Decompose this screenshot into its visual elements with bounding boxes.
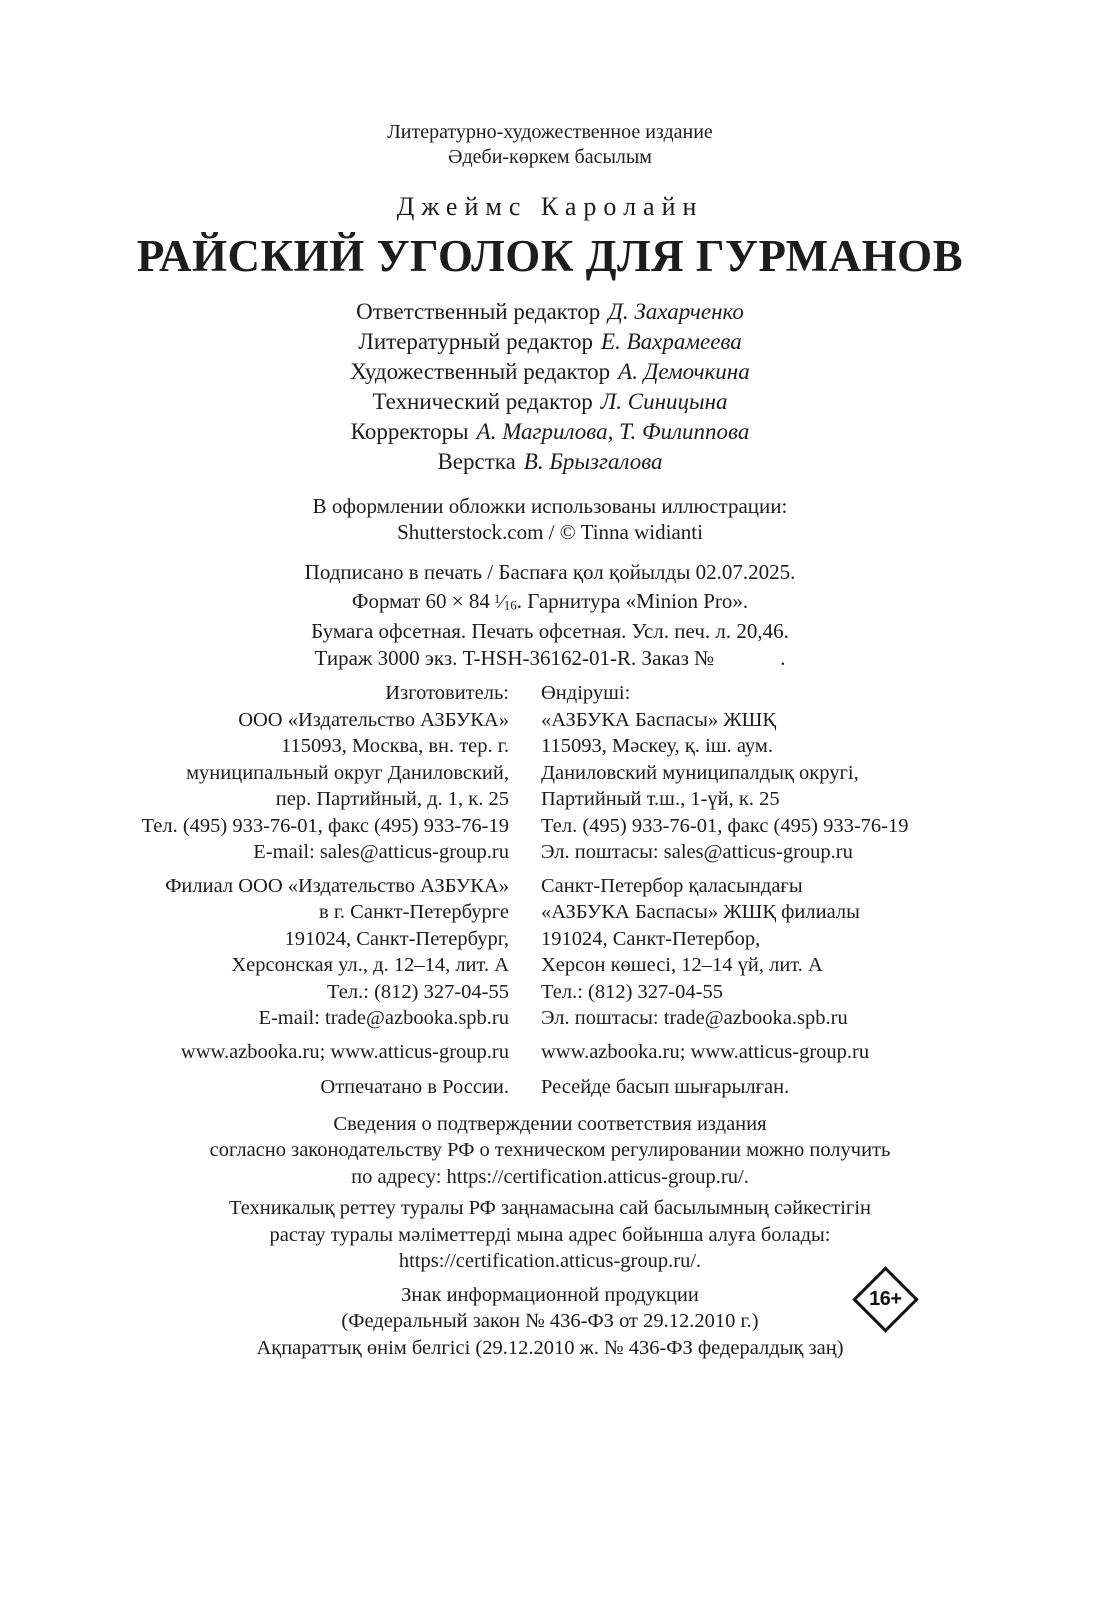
certification-ru-line: по адресу: https://certification.atticus-group.ru/. xyxy=(351,1165,749,1188)
staff-row xyxy=(4,327,1096,357)
staff-list xyxy=(4,297,1096,477)
address-line: Партийный т.ш., 1-үй, к. 25 xyxy=(541,788,780,811)
book-title: РАЙСКИЙ УГОЛОК ДЛЯ ГУРМАНОВ xyxy=(136,231,964,281)
address-line: Даниловский муниципалдық округі, xyxy=(541,761,859,784)
info-sign-line: (Федеральный закон № 436-ФЗ от 29.12.2010 г.) xyxy=(341,1310,759,1333)
publisher-column-kz xyxy=(541,680,996,1101)
print-paper-line: Бумага офсетная. Печать офсетная. Усл. печ. л. 20,46. xyxy=(311,619,789,644)
staff-person: Л. Синицына xyxy=(600,389,728,414)
cover-credit-line: В оформлении обложки использованы иллюстрации: xyxy=(312,494,788,518)
address-line: 115093, Мәскеу, қ. іш. аум. xyxy=(541,735,773,758)
address-line: 191024, Санкт-Петербор, xyxy=(541,927,761,950)
staff-role: Технический редактор xyxy=(372,389,593,414)
publisher-columns xyxy=(4,680,1096,1101)
edition-type-ru: Литературно-художественное издание xyxy=(387,121,713,143)
branch-ru-block xyxy=(104,873,509,1032)
address-line: в г. Санкт-Петербурге xyxy=(319,901,509,924)
author-name: Джеймс Каролайн xyxy=(396,192,704,221)
address-line: муниципальный округ Даниловский, xyxy=(186,761,509,784)
certification-kz-line: https://certification.atticus-group.ru/. xyxy=(398,1250,702,1273)
address-line: Херсон көшесі, 12–14 үй, лит. А xyxy=(541,954,823,977)
certification-ru-block xyxy=(4,1111,1096,1191)
order-suffix: . xyxy=(780,645,786,670)
address-line: Филиал ООО «Издательство АЗБУКА» xyxy=(165,874,509,897)
info-sign-line: Знак информационной продукции xyxy=(401,1283,699,1306)
print-signed-line: Подписано в печать / Баспаға қол қойылды 02.07.2025. xyxy=(304,560,796,584)
staff-person: А. Демочкина xyxy=(618,359,750,384)
websites-ru-line: www.azbooka.ru; www.atticus-group.ru xyxy=(180,1040,509,1063)
address-line: Эл. поштасы: sales@atticus-group.ru xyxy=(541,841,853,864)
cover-credit-source: Shutterstock.com / © Tinna widianti xyxy=(397,520,703,544)
certification-kz-line: растау туралы мәліметтерді мына адрес бойынша алуға болады: xyxy=(269,1223,831,1246)
format-fraction-numerator: 1 xyxy=(493,590,501,606)
staff-row xyxy=(4,417,1096,447)
address-line: Эл. поштасы: trade@azbooka.spb.ru xyxy=(541,1007,848,1030)
address-line: пер. Партийный, д. 1, к. 25 xyxy=(275,788,509,811)
certification-ru-line: Сведения о подтверждении соответствия издания xyxy=(333,1112,767,1135)
address-line: ООО «Издательство АЗБУКА» xyxy=(238,708,509,731)
format-suffix: . Гарнитура «Minion Pro». xyxy=(516,588,749,613)
print-order-line xyxy=(4,645,1096,672)
staff-row xyxy=(4,357,1096,387)
address-line: «АЗБУКА Баспасы» ЖШҚ филиалы xyxy=(541,901,860,924)
print-format-line xyxy=(4,586,1096,619)
manufacturer-ru-block xyxy=(104,680,509,866)
certification-ru-line: согласно законодательству РФ о техническом регулировании можно получить xyxy=(209,1139,891,1162)
address-line: E-mail: sales@atticus-group.ru xyxy=(253,841,509,864)
staff-role: Ответственный редактор xyxy=(356,299,601,324)
address-line: Өндіруші: xyxy=(541,682,631,705)
staff-role: Художественный редактор xyxy=(350,359,611,384)
address-line: Тел.: (812) 327-04-55 xyxy=(541,980,723,1003)
order-prefix: Тираж 3000 экз. T-HSH-36162-01-R. Заказ № xyxy=(314,645,715,670)
staff-row xyxy=(4,387,1096,417)
info-sign-line: Ақпараттық өнім белгісі (29.12.2010 ж. № 436-ФЗ федералдық заң) xyxy=(256,1336,844,1359)
address-line: Тел. (495) 933-76-01, факс (495) 933-76-19 xyxy=(141,814,509,837)
info-product-sign-block xyxy=(4,1282,1096,1362)
age-rating-text: 16+ xyxy=(869,1288,902,1310)
staff-row xyxy=(4,297,1096,327)
staff-person: Е. Вахрамеева xyxy=(601,329,742,354)
edition-type xyxy=(4,0,1096,170)
branch-kz-block xyxy=(541,873,996,1032)
address-line: 191024, Санкт-Петербург, xyxy=(284,927,509,950)
printed-in-kz: Ресейде басып шығарылған. xyxy=(541,1076,790,1099)
address-line: Тел.: (812) 327-04-55 xyxy=(327,980,509,1003)
address-line: Санкт-Петербор қаласындағы xyxy=(541,874,803,897)
address-line: Изготовитель: xyxy=(385,682,509,705)
staff-row xyxy=(4,447,1096,477)
format-fraction-denominator: 16 xyxy=(503,596,517,612)
address-line: 115093, Москва, вн. тер. г. xyxy=(281,735,509,758)
staff-person: В. Брызгалова xyxy=(523,449,663,474)
certification-kz-line: Техникалық реттеу туралы РФ заңнамасына сай басылымның сәйкестігін xyxy=(228,1197,872,1220)
staff-role: Верстка xyxy=(437,449,516,474)
cover-credit xyxy=(4,493,1096,545)
edition-type-kz: Әдеби-көркем басылым xyxy=(448,146,652,168)
staff-role: Литературный редактор xyxy=(358,329,594,354)
address-line: Тел. (495) 933-76-01, факс (495) 933-76-19 xyxy=(541,814,909,837)
websites-kz-line: www.azbooka.ru; www.atticus-group.ru xyxy=(541,1040,870,1063)
print-info xyxy=(4,559,1096,671)
format-prefix: Формат 60 × 84 xyxy=(351,588,490,613)
publisher-column-ru xyxy=(104,680,509,1101)
manufacturer-kz-block xyxy=(541,680,996,866)
staff-person: Д. Захарченко xyxy=(608,299,744,324)
address-line: E-mail: trade@azbooka.spb.ru xyxy=(258,1007,509,1030)
staff-role: Корректоры xyxy=(350,419,469,444)
staff-person: А. Магрилова, Т. Филиппова xyxy=(476,419,750,444)
format-fraction-slash: ⁄ xyxy=(500,590,504,613)
address-line: «АЗБУКА Баспасы» ЖШҚ xyxy=(541,708,776,731)
certification-kz-block xyxy=(4,1195,1096,1275)
address-line: Херсонская ул., д. 12–14, лит. А xyxy=(231,954,509,977)
printed-in-ru: Отпечатано в России. xyxy=(320,1076,509,1099)
